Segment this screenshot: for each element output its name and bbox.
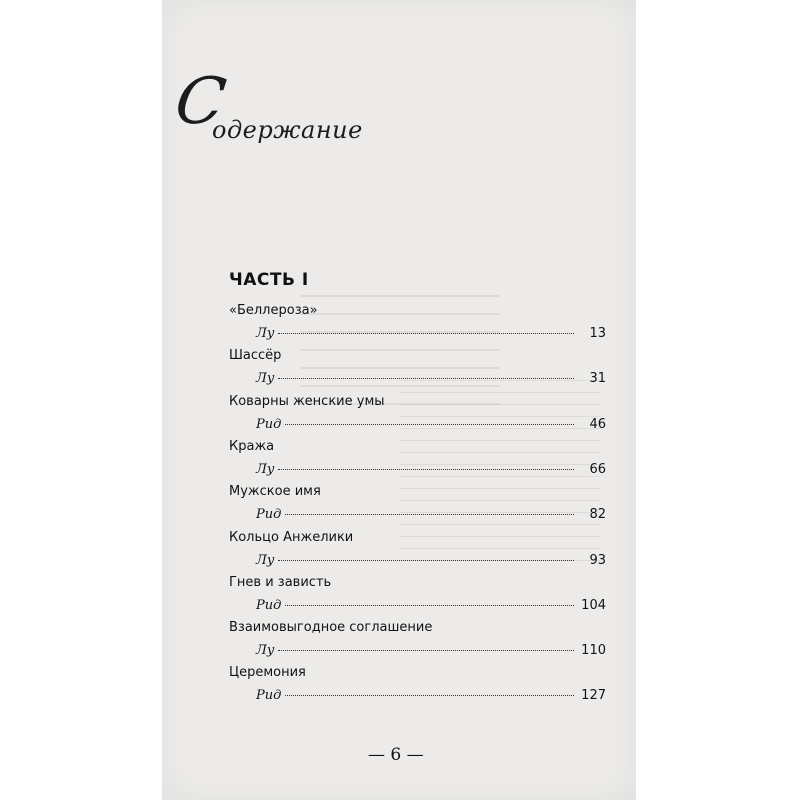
toc-entry-title: Мужское имя — [229, 484, 321, 500]
heading-initial: С — [170, 65, 231, 139]
toc-entry-author: Лу — [256, 643, 275, 659]
toc-entry-page: 127 — [581, 688, 606, 704]
toc-entry-title: Кража — [229, 438, 275, 454]
toc-entry-author: Лу — [256, 461, 275, 477]
toc-entry-title: Шассёр — [229, 348, 282, 364]
toc-entry-line — [256, 371, 606, 391]
dot-leader — [278, 650, 574, 651]
dot-leader — [285, 424, 574, 425]
toc-entry-page: 110 — [581, 643, 606, 659]
toc-entry-page: 104 — [581, 597, 606, 613]
toc-entry-page: 82 — [589, 507, 606, 523]
toc-entry-line — [256, 688, 606, 708]
toc-entry-page: 66 — [589, 461, 606, 477]
dot-leader — [285, 514, 574, 515]
part-label: ЧАСТЬ I — [229, 270, 309, 290]
dot-leader — [285, 695, 574, 696]
toc-entry-author: Рид — [256, 507, 282, 523]
heading-text: одержание — [212, 116, 363, 144]
dot-leader — [278, 560, 574, 561]
toc-entry-title: Кольцо Анжелики — [229, 529, 354, 545]
dot-leader — [278, 333, 574, 334]
toc-entry-title: Церемония — [229, 665, 306, 681]
toc-entry-author: Рид — [256, 416, 282, 432]
toc-entry-author: Лу — [256, 326, 275, 341]
toc-entry-title: «Беллероза» — [229, 303, 318, 318]
dot-leader — [278, 378, 574, 379]
toc-entry-author: Рид — [256, 597, 282, 613]
toc-entry-line — [256, 462, 606, 482]
toc-entry-author: Рид — [256, 688, 282, 704]
toc-entry-page: 93 — [589, 552, 606, 568]
dot-leader — [278, 469, 574, 470]
toc-entry-title: Взаимовыгодное соглашение — [229, 620, 433, 636]
dot-leader — [285, 605, 574, 606]
toc-entry-page: 31 — [589, 371, 606, 387]
toc-entry-page: 46 — [589, 416, 606, 432]
toc-entry-line — [256, 598, 606, 618]
toc-entry-line — [256, 326, 606, 346]
toc-entry-author: Лу — [256, 371, 275, 387]
toc-entry-line — [256, 553, 606, 573]
toc-entry-page: 13 — [589, 326, 606, 341]
toc-entry-title: Гнев и зависть — [229, 574, 332, 590]
toc-entry-author: Лу — [256, 552, 275, 568]
page-number: — 6 — — [368, 745, 424, 765]
toc-entry-line — [256, 507, 606, 527]
toc-entry-title: Коварны женские умы — [229, 393, 385, 409]
toc-entry-line — [256, 417, 606, 437]
toc-entry-line — [256, 643, 606, 663]
contents-heading — [170, 65, 496, 150]
